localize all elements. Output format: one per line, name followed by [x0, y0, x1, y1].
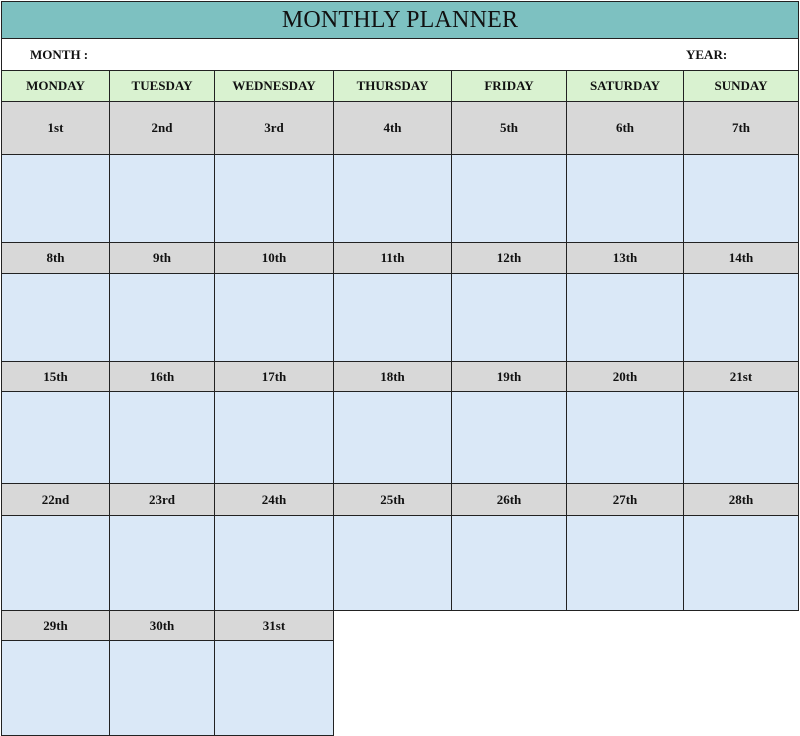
date-label-20: 20th: [567, 362, 684, 392]
note-box-26[interactable]: [452, 516, 567, 611]
date-label-18: 18th: [334, 362, 452, 392]
year-label: YEAR:: [686, 47, 728, 62]
date-label-3: 3rd: [215, 102, 334, 155]
note-box-9[interactable]: [110, 274, 215, 362]
note-box-29[interactable]: [1, 641, 110, 736]
date-label-15: 15th: [1, 362, 110, 392]
date-label-22: 22nd: [1, 484, 110, 516]
day-header-thursday: THURSDAY: [334, 70, 452, 102]
date-label-6: 6th: [567, 102, 684, 155]
date-label-12: 12th: [452, 243, 567, 274]
note-box-21[interactable]: [684, 392, 799, 484]
note-box-28[interactable]: [684, 516, 799, 611]
date-label-25: 25th: [334, 484, 452, 516]
note-box-15[interactable]: [1, 392, 110, 484]
date-label-11: 11th: [334, 243, 452, 274]
date-label-31: 31st: [215, 611, 334, 641]
note-box-27[interactable]: [567, 516, 684, 611]
note-box-6[interactable]: [567, 155, 684, 243]
date-label-21: 21st: [684, 362, 799, 392]
date-label-5: 5th: [452, 102, 567, 155]
date-label-4: 4th: [334, 102, 452, 155]
note-box-16[interactable]: [110, 392, 215, 484]
note-box-12[interactable]: [452, 274, 567, 362]
date-label-1: 1st: [1, 102, 110, 155]
note-box-2[interactable]: [110, 155, 215, 243]
page-title: MONTHLY PLANNER: [281, 6, 519, 33]
month-label: MONTH :: [30, 47, 89, 62]
note-box-22[interactable]: [1, 516, 110, 611]
note-box-30[interactable]: [110, 641, 215, 736]
date-label-26: 26th: [452, 484, 567, 516]
date-label-28: 28th: [684, 484, 799, 516]
date-label-2: 2nd: [110, 102, 215, 155]
note-box-3[interactable]: [215, 155, 334, 243]
note-box-10[interactable]: [215, 274, 334, 362]
note-box-5[interactable]: [452, 155, 567, 243]
note-box-4[interactable]: [334, 155, 452, 243]
note-box-23[interactable]: [110, 516, 215, 611]
monthly-planner: [1, 1, 799, 704]
note-box-1[interactable]: [1, 155, 110, 243]
date-label-10: 10th: [215, 243, 334, 274]
date-label-8: 8th: [1, 243, 110, 274]
date-label-13: 13th: [567, 243, 684, 274]
day-header-friday: FRIDAY: [452, 70, 567, 102]
day-header-tuesday: TUESDAY: [110, 70, 215, 102]
note-box-7[interactable]: [684, 155, 799, 243]
month-year-row: [1, 39, 799, 70]
date-label-16: 16th: [110, 362, 215, 392]
day-header-wednesday: WEDNESDAY: [215, 70, 334, 102]
date-label-17: 17th: [215, 362, 334, 392]
note-box-25[interactable]: [334, 516, 452, 611]
date-label-7: 7th: [684, 102, 799, 155]
day-header-saturday: SATURDAY: [567, 70, 684, 102]
note-box-31[interactable]: [215, 641, 334, 736]
date-label-29: 29th: [1, 611, 110, 641]
date-label-14: 14th: [684, 243, 799, 274]
note-box-13[interactable]: [567, 274, 684, 362]
note-box-8[interactable]: [1, 274, 110, 362]
day-header-sunday: SUNDAY: [684, 70, 799, 102]
note-box-14[interactable]: [684, 274, 799, 362]
title-bar: [1, 1, 799, 39]
note-box-20[interactable]: [567, 392, 684, 484]
date-label-24: 24th: [215, 484, 334, 516]
note-box-18[interactable]: [334, 392, 452, 484]
note-box-17[interactable]: [215, 392, 334, 484]
note-box-19[interactable]: [452, 392, 567, 484]
date-label-27: 27th: [567, 484, 684, 516]
day-header-monday: MONDAY: [1, 70, 110, 102]
date-label-19: 19th: [452, 362, 567, 392]
date-label-23: 23rd: [110, 484, 215, 516]
note-box-24[interactable]: [215, 516, 334, 611]
date-label-30: 30th: [110, 611, 215, 641]
note-box-11[interactable]: [334, 274, 452, 362]
date-label-9: 9th: [110, 243, 215, 274]
